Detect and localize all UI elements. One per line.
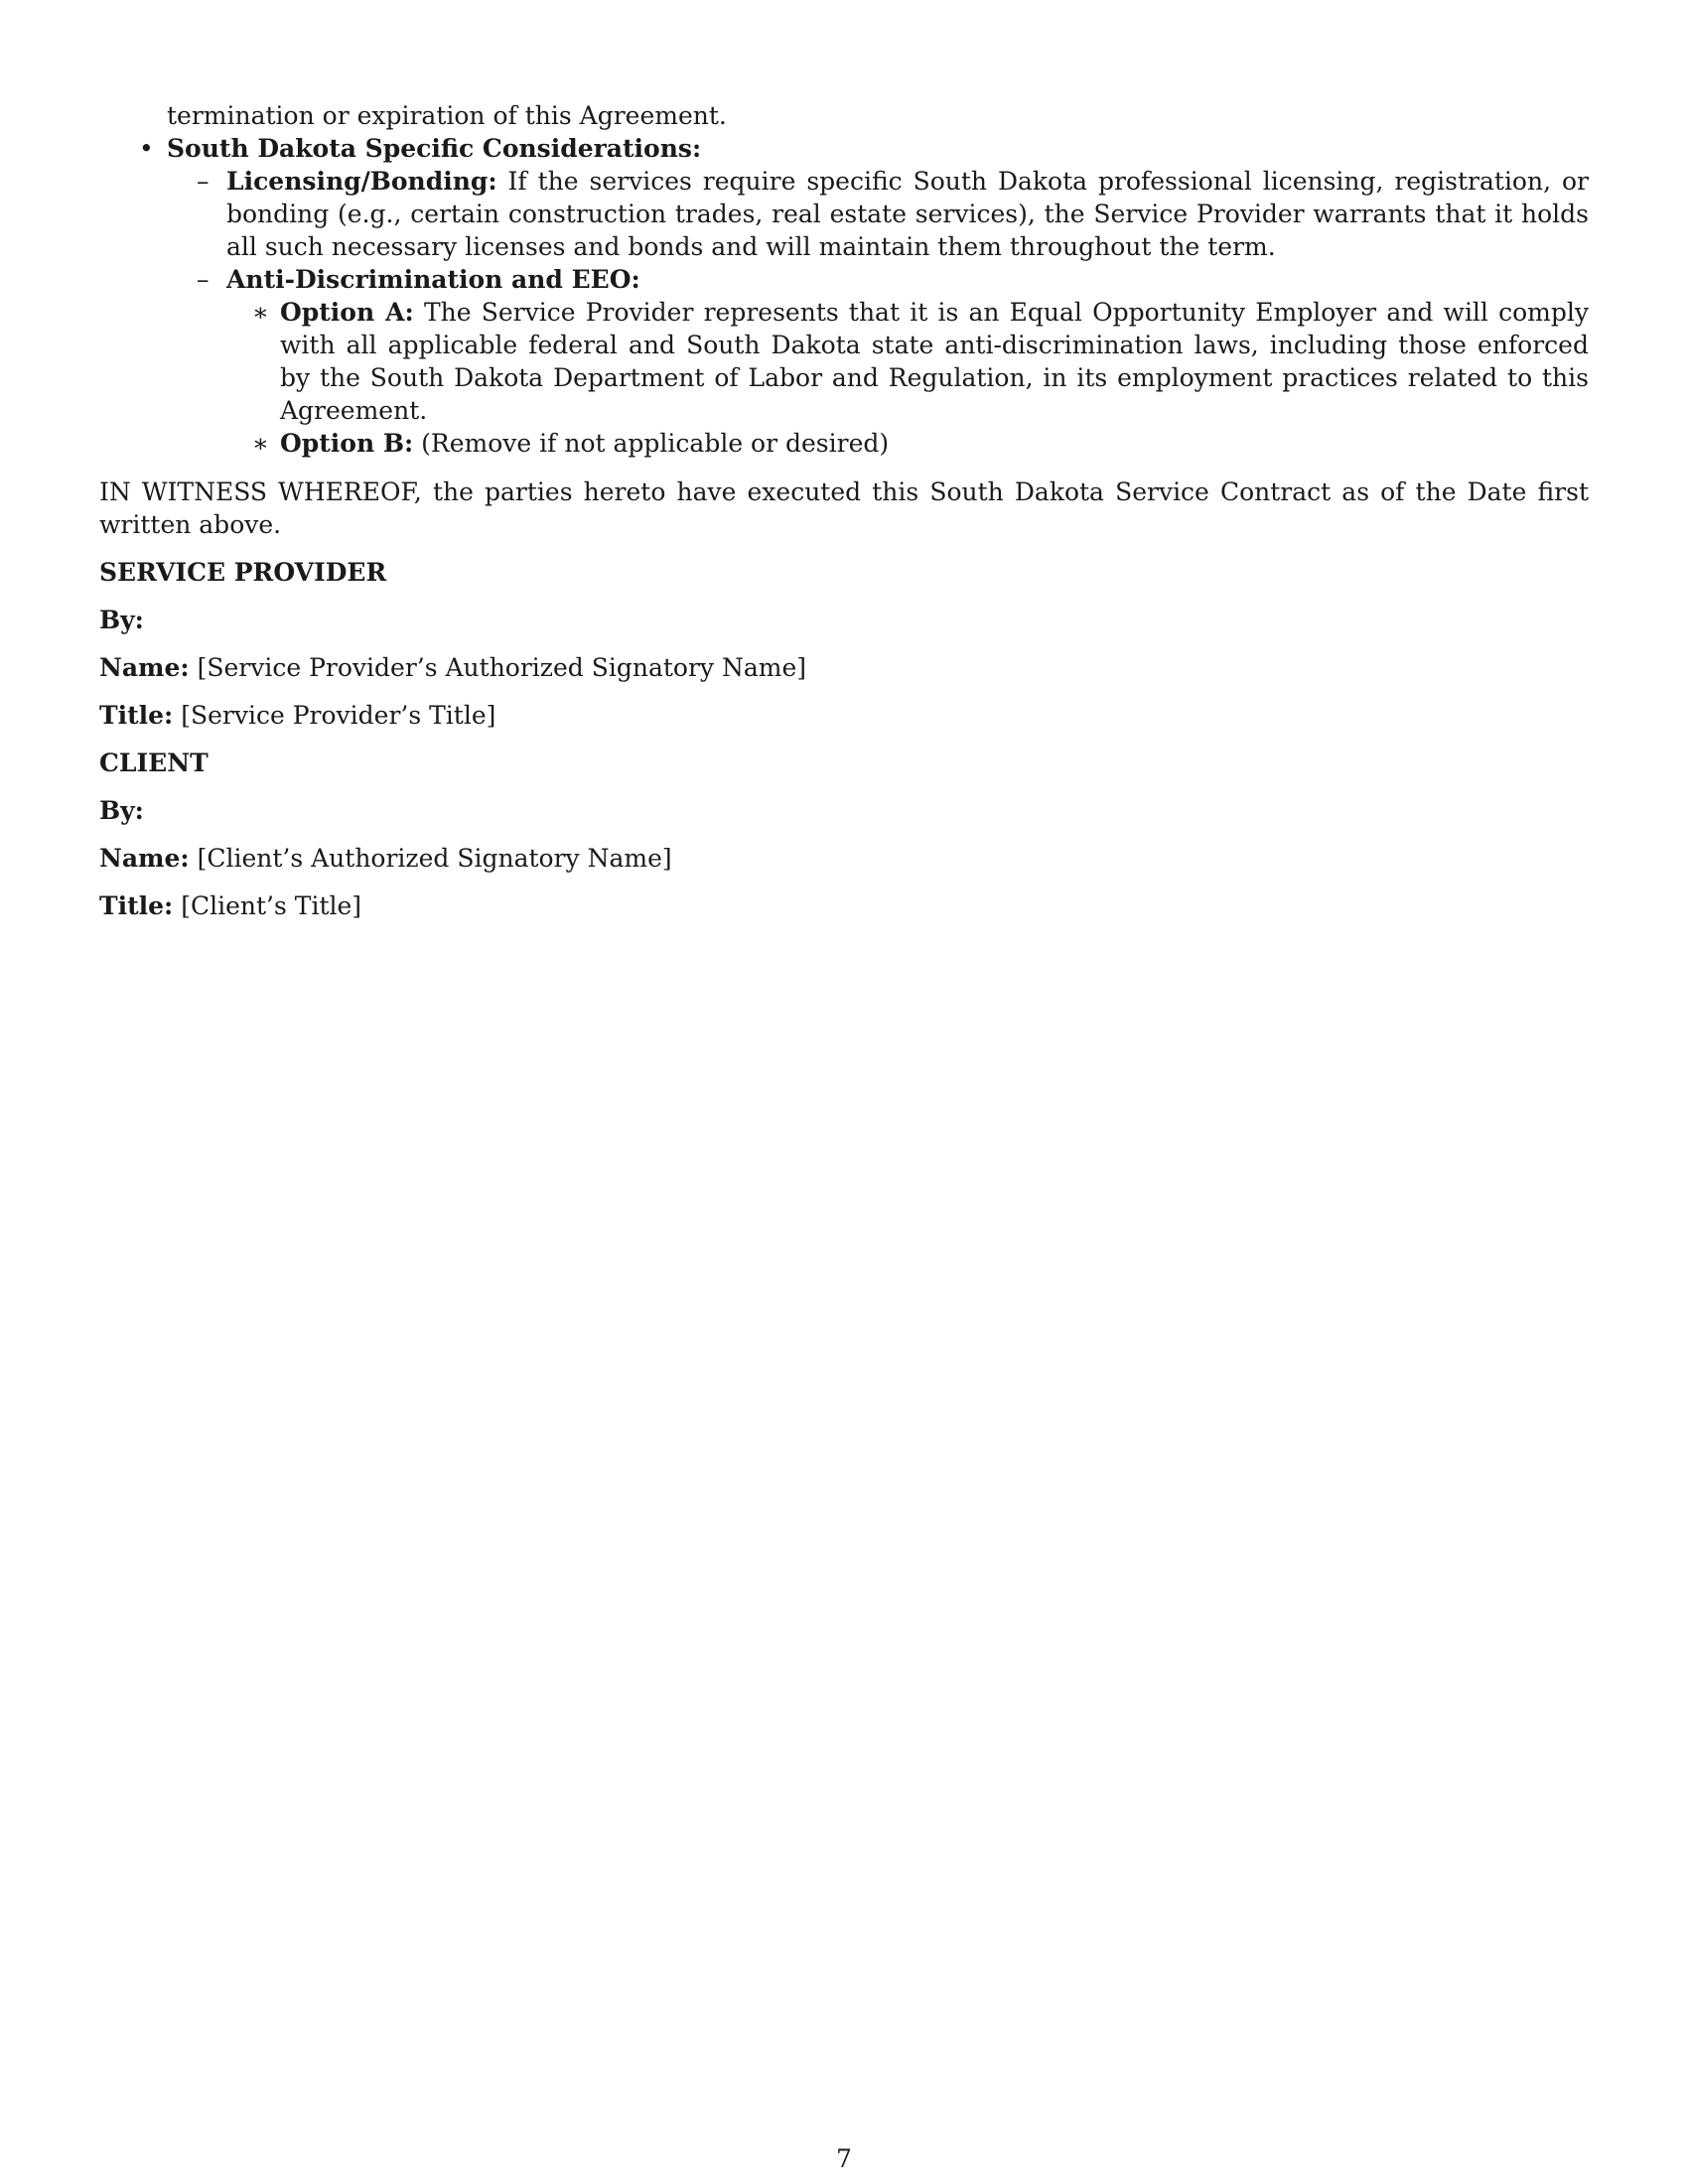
list-item-option-b: [252, 427, 1589, 460]
option-a-label: Option A:: [280, 298, 414, 327]
client-title-line: [99, 889, 1589, 922]
list-item-option-a: [252, 296, 1590, 427]
licensing-label: Licensing/Bonding:: [226, 167, 497, 196]
title-label: Title:: [99, 701, 174, 730]
dash-icon: –: [197, 265, 210, 294]
witness-paragraph: IN WITNESS WHEREOF, the parties hereto have executed this South Dakota Service Contract as of the Date first written above.: [99, 478, 1589, 539]
name-label: Name:: [99, 653, 190, 682]
by-label: By:: [99, 796, 144, 825]
list-item-south-dakota-considerations: [139, 132, 1589, 165]
licensing-text: If the services require specific South Dakota professional licensing, registration, or bonding (e.g., certain construction trades, real estate services), the Service Provider warrants that it holds all such necessary licenses and bonds and will maintain them throughout the term.: [226, 167, 1589, 261]
client-name-line: [99, 842, 1589, 875]
service-provider-by-line: [99, 604, 1589, 636]
name-value: [Client’s Authorized Signatory Name]: [197, 844, 672, 873]
service-provider-title-line: [99, 699, 1589, 732]
title-value: [Client’s Title]: [181, 891, 362, 920]
page-number: 7: [836, 2144, 852, 2173]
option-a-text: The Service Provider represents that it is an Equal Opportunity Employer and will comply with all applicable federal and South Dakota state anti-discrimination laws, including those enforced by the South Dakota Department of Labor and Regulation, in its employment practices related to this Agreement.: [280, 298, 1590, 425]
option-b-label: Option B:: [280, 429, 414, 458]
client-by-line: [99, 794, 1589, 827]
asterisk-icon: ∗: [252, 429, 269, 458]
by-label: By:: [99, 606, 144, 634]
name-label: Name:: [99, 844, 190, 873]
list-item-licensing-bonding: [197, 165, 1589, 263]
title-label: Title:: [99, 891, 174, 920]
title-value: [Service Provider’s Title]: [181, 701, 496, 730]
service-provider-heading: SERVICE PROVIDER: [99, 558, 387, 587]
carryover-text: termination or expiration of this Agreement.: [167, 101, 727, 130]
asterisk-icon: ∗: [252, 298, 269, 327]
bullet-icon: •: [139, 134, 154, 163]
name-value: [Service Provider’s Authorized Signatory Name]: [197, 653, 806, 682]
anti-discrimination-label: Anti-Discrimination and EEO:: [226, 265, 640, 294]
dash-icon: –: [197, 167, 210, 196]
client-heading: CLIENT: [99, 749, 209, 777]
option-b-text: (Remove if not applicable or desired): [421, 429, 890, 458]
service-provider-name-line: [99, 651, 1589, 684]
list-item-anti-discrimination: [197, 263, 1589, 296]
section-heading: South Dakota Specific Considerations:: [167, 134, 702, 163]
document-body: [99, 99, 1589, 922]
